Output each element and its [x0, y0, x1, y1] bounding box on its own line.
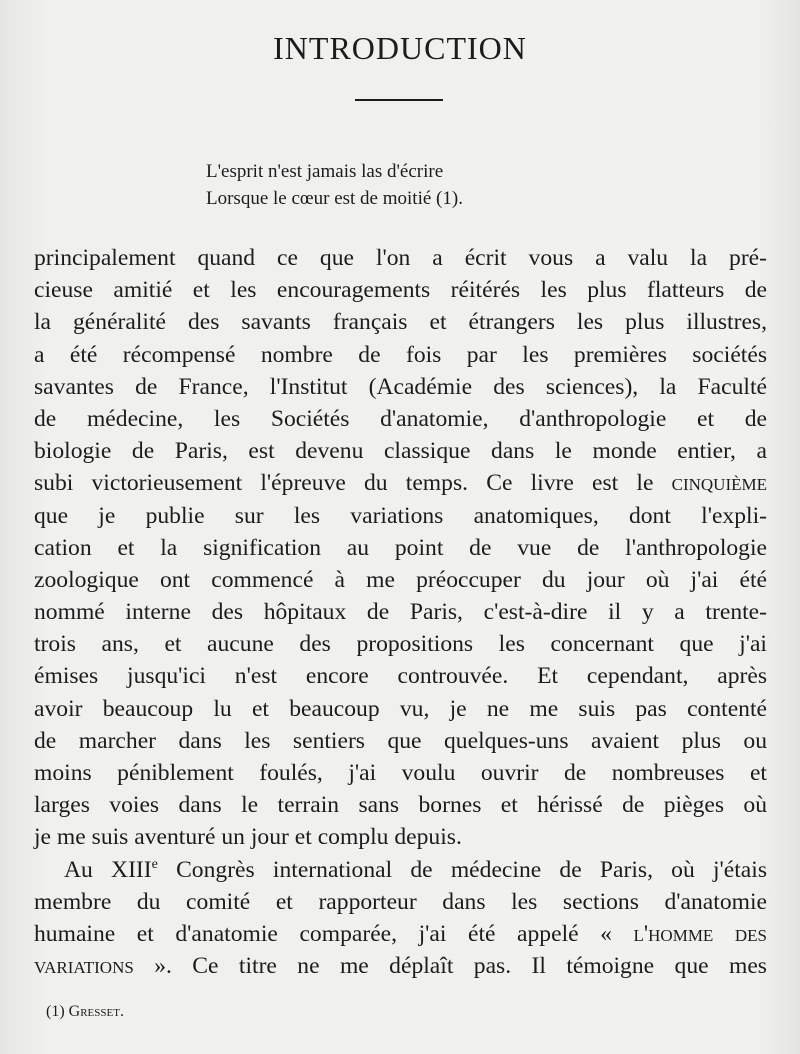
- small-caps-word: cinquième: [671, 470, 767, 497]
- superscript: e: [151, 856, 158, 872]
- epigraph: [206, 158, 606, 212]
- text-line: [34, 918, 767, 950]
- text-line: de médecine, les Sociétés d'anatomie, d'anthropologie et de: [34, 405, 767, 432]
- small-caps-phrase: l'homme des: [633, 920, 767, 947]
- text-line: de marcher dans les sentiers que quelques-uns avaient plus ou: [34, 727, 767, 754]
- text-line: savantes de France, l'Institut (Académie des sciences), la Faculté: [34, 373, 767, 400]
- text-line: trois ans, et aucune des propositions les concernant que j'ai: [34, 631, 767, 658]
- text-line: cation et la signification au point de vue de l'anthropologie: [34, 534, 767, 561]
- text-line: la généralité des savants français et étrangers les plus illustres,: [34, 309, 767, 336]
- text-line: a été récompensé nombre de fois par les premières sociétés: [34, 341, 767, 368]
- text-span: Au XIII: [64, 856, 152, 883]
- text-span: humaine et d'anatomie comparée, j'ai été appelé «: [34, 920, 634, 947]
- text-line: biologie de Paris, est devenu classique dans le monde entier, a: [34, 438, 767, 465]
- footnote-marker: (1): [46, 1003, 65, 1020]
- text-line: principalement quand ce que l'on a écrit vous a valu la pré-: [34, 245, 767, 271]
- text-line: émises jusqu'ici n'est encore controuvée. Et cependant, après: [34, 663, 767, 690]
- body-text: [34, 242, 767, 982]
- text-line: [34, 950, 767, 982]
- text-line: avoir beaucoup lu et beaucoup vu, je ne me suis pas contenté: [34, 695, 767, 722]
- text-span: ». Ce titre ne me déplaît pas. Il témoigne que mes: [133, 953, 767, 980]
- footnote-author: Gresset.: [68, 1003, 124, 1020]
- text-line: [34, 854, 767, 886]
- text-line: [34, 467, 767, 499]
- text-span: subi victorieusement l'épreuve du temps. Ce livre est le: [34, 470, 654, 497]
- epigraph-line: Lorsque le cœur est de moitié (1).: [206, 188, 463, 209]
- epigraph-line: L'esprit n'est jamais las d'écrire: [206, 161, 444, 182]
- text-span: Congrès international de médecine de Paris, où j'étais: [157, 856, 768, 883]
- text-line: que je publie sur les variations anatomiques, dont l'expli-: [34, 502, 767, 529]
- text-line: je me suis aventuré un jour et complu depuis.: [34, 824, 462, 851]
- text-line: larges voies dans le terrain sans bornes et hérissé de pièges où: [34, 792, 767, 819]
- page-title: INTRODUCTION: [273, 30, 527, 66]
- footnote: [46, 1003, 124, 1021]
- small-caps-word: variations: [34, 953, 134, 980]
- text-line: moins péniblement foulés, j'ai voulu ouvrir de nombreuses et: [34, 760, 767, 786]
- text-line: zoologique ont commencé à me préoccuper du jour où j'ai été: [34, 566, 767, 593]
- text-line: cieuse amitié et les encouragements réitérés les plus flatteurs de: [34, 277, 767, 304]
- title-rule: [355, 99, 443, 101]
- text-line: nommé interne des hôpitaux de Paris, c'est-à-dire il y a trente-: [34, 599, 767, 626]
- text-line: membre du comité et rapporteur dans les sections d'anatomie: [34, 888, 767, 915]
